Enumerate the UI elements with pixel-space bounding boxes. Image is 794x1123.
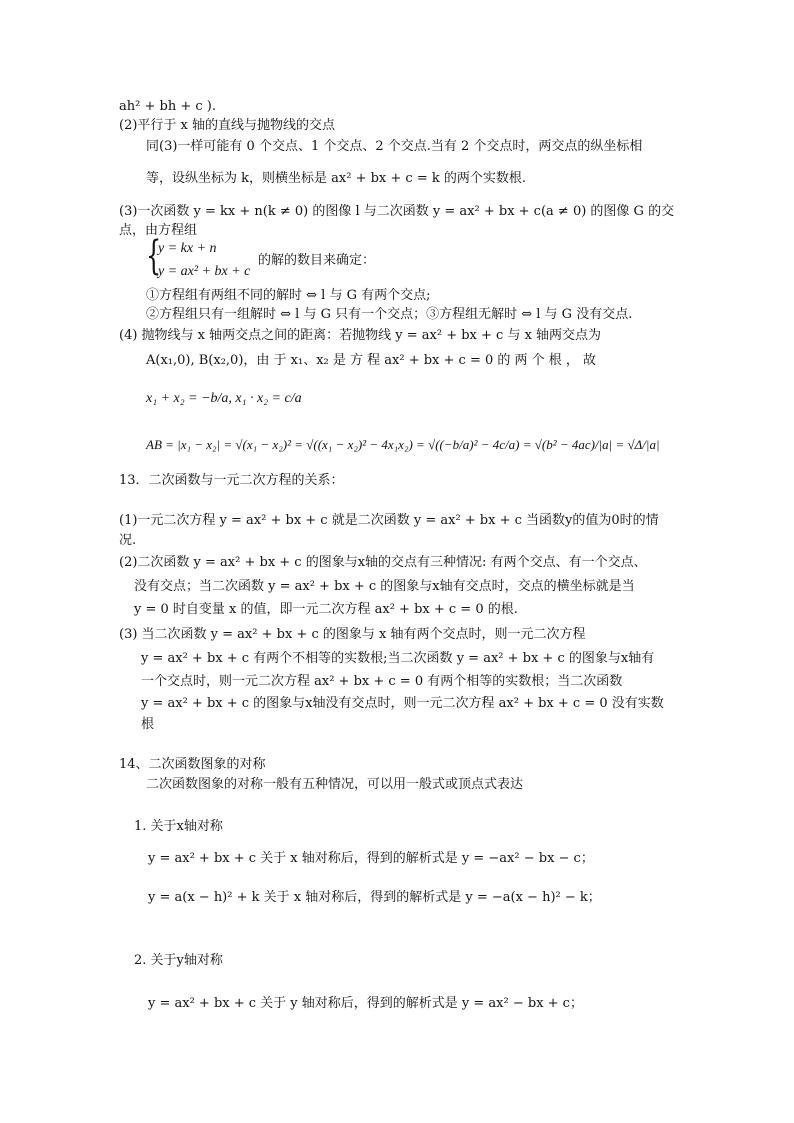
text-line: ah² + bh + c ). [119,99,216,114]
section-heading: 14、二次函数图象的对称 [119,757,266,772]
text-line: 点，由方程组 [119,223,198,238]
subsection-heading: 1. 关于x轴对称 [134,819,223,834]
text-line: y = ax² + bx + c 的图象与x轴没有交点时，则一元二次方程 ax² + bx + c = 0 没有实数 [141,696,664,711]
formula-line: y = ax² + bx + c 关于 x 轴对称后，得到的解析式是 y = −ax² − bx − c； [148,851,594,866]
formula-line: y = ax² + bx + c 关于 y 轴对称后，得到的解析式是 y = ax² − bx + c； [148,996,583,1011]
subsection-heading: 2. 关于y轴对称 [134,953,223,968]
text-line: 的解的数目来确定： [258,253,376,268]
text-line: y = 0 时自变量 x 的值，即一元二次方程 ax² + bx + c = 0 的根. [134,602,518,617]
text-line: (3)一次函数 y = kx + n(k ≠ 0) 的图像 l 与二次函数 y = ax² + bx + c(a ≠ 0) 的图像 G 的交 [119,204,675,219]
equation-system-brace: { [146,233,162,279]
equation-system-line-2: y = ax² + bx + c [158,264,251,279]
formula-line: AB = |x₁ − x₂| = √(x₁ − x₂)² = √((x₁ − x₂)² − 4x₁x₂) = √((−b/a)² − 4c/a) = √(b² − 4ac)/|a| = √Δ/|a| [146,437,660,452]
text-line: (2)平行于 x 轴的直线与抛物线的交点 [119,118,336,133]
text-line: (2)二次函数 y = ax² + bx + c 的图象与x轴的交点有三种情况: 有两个交点、有一个交点、 [119,555,647,570]
text-line: (4) 抛物线与 x 轴两交点之间的距离：若抛物线 y = ax² + bx + c 与 x 轴两交点为 [119,328,602,343]
text-line: 同(3)一样可能有 0 个交点、1 个交点、2 个交点.当有 2 个交点时，两交点的纵坐标相 [146,139,643,154]
text-line: 没有交点；当二次函数 y = ax² + bx + c 的图象与x轴有交点时，交点的横坐标就是当 [134,579,635,594]
equation-system-line-1: y = kx + n [158,241,217,256]
text-line: 二次函数图象的对称一般有五种情况，可以用一般式或顶点式表达 [146,777,524,792]
text-line: ①方程组有两组不同的解时 ⇔ l 与 G 有两个交点; [146,288,431,303]
formula-line: y = a(x − h)² + k 关于 x 轴对称后，得到的解析式是 y = −a(x − h)² − k； [148,890,601,905]
section-heading: 13．二次函数与一元二次方程的关系： [119,473,344,488]
text-line: 况. [119,533,137,548]
text-line: 根 [141,717,155,732]
text-line: A(x₁,0), B(x₂,0)，由 于 x₁、x₂ 是 方 程 ax² + bx + c = 0 的 两 个 根 ， 故 [146,353,597,368]
text-line: (1)一元二次方程 y = ax² + bx + c 就是二次函数 y = ax² + bx + c 当函数y的值为0时的情 [119,513,659,528]
text-line: (3) 当二次函数 y = ax² + bx + c 的图象与 x 轴有两个交点时，则一元二次方程 [119,627,586,642]
text-line: ②方程组只有一组解时 ⇔ l 与 G 只有一个交点；③方程组无解时 ⇔ l 与 G 没有交点. [146,307,633,322]
formula-line: x₁ + x₂ = −b/a, x₁ · x₂ = c/a [146,391,302,406]
text-line: y = ax² + bx + c 有两个不相等的实数根;当二次函数 y = ax² + bx + c 的图象与x轴有 [141,651,655,666]
text-line: 等，设纵坐标为 k，则横坐标是 ax² + bx + c = k 的两个实数根. [146,171,526,186]
text-line: 一个交点时，则一元二次方程 ax² + bx + c = 0 有两个相等的实数根；当二次函数 [141,674,623,689]
